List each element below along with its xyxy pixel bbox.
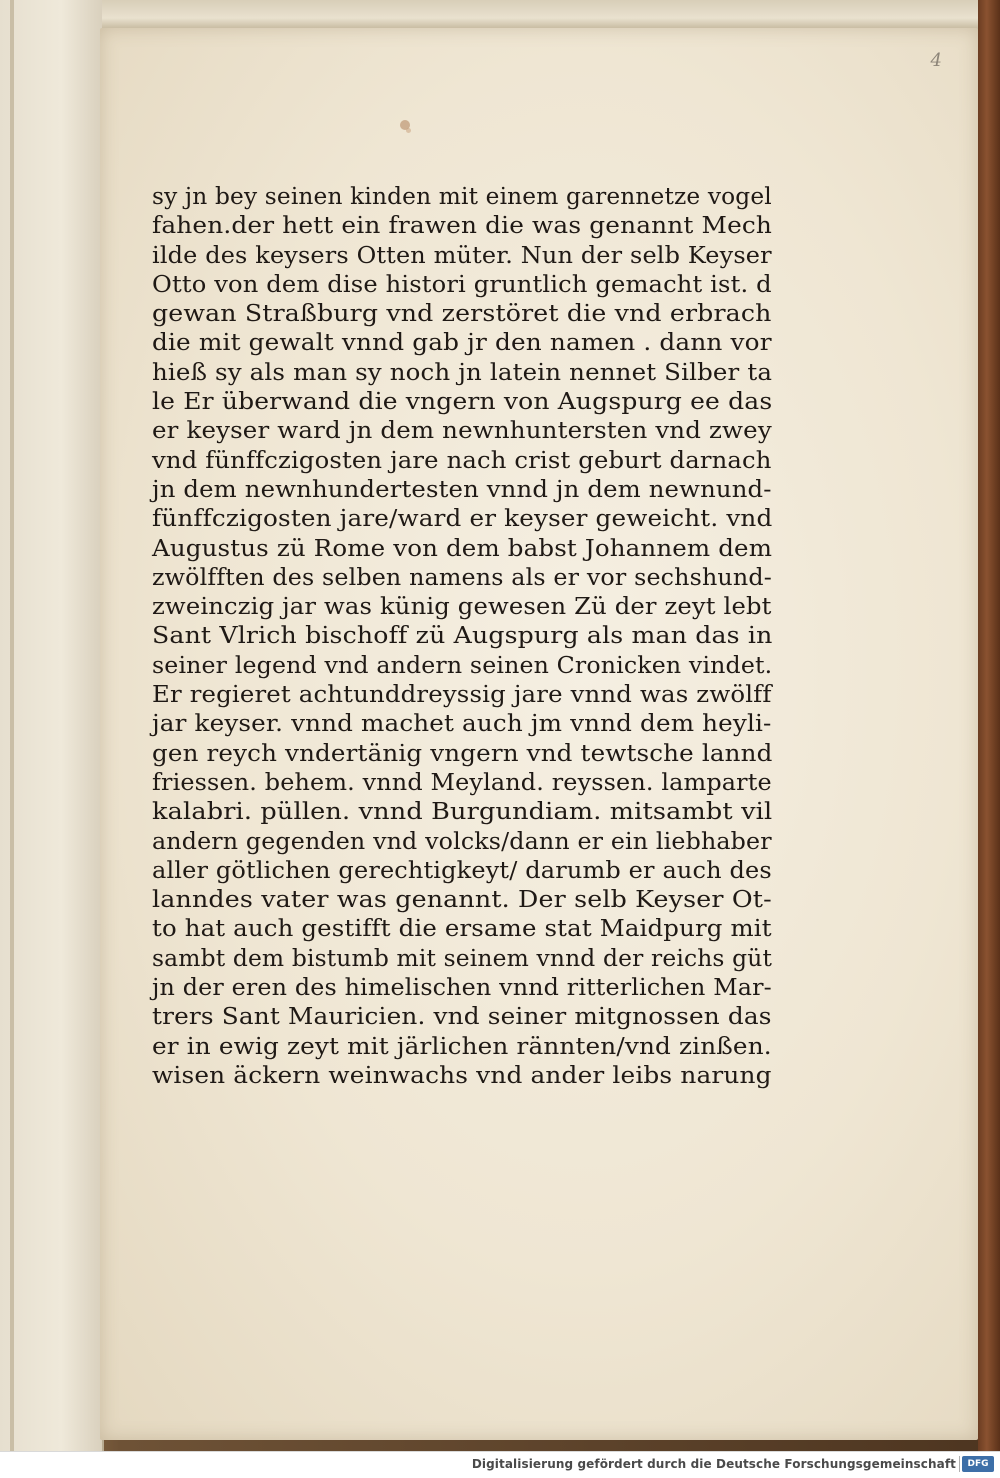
text-line: Otto von dem dise histori gruntlich gemacht ist. d [152, 269, 772, 298]
funding-credit: Digitalisierung gefördert durch die Deutsche Forschungsgemeinschaft [471, 1457, 956, 1471]
text-line: Er regieret achtunddreyssig jare vnnd was zwölff [152, 680, 772, 709]
text-line: die mit gewalt vnnd gab jr den namen . dann vor [152, 328, 772, 357]
text-line: gen reych vndertänig vngern vnd tewtsche lannd [152, 738, 773, 767]
text-line: aller götlichen gerechtigkeyt/ darumb er auch des [152, 855, 772, 884]
text-line: sy jn bey seinen kinden mit einem garennetze vogel [152, 182, 772, 210]
footer-bar [0, 1451, 1000, 1478]
text-line: trers Sant Mauricien. vnd seiner mitgnossen das [152, 1002, 772, 1031]
text-line: er in ewig zeyt mit järlichen rännten/vnd zinßen. [152, 1031, 772, 1060]
text-line: jar keyser. vnnd machet auch jm vnnd dem heyli- [152, 709, 772, 738]
text-line: le Er überwand die vngern von Augspurg ee das [152, 387, 773, 416]
text-line: jn der eren des himelischen vnnd ritterlichen Mar- [152, 973, 772, 1002]
text-line: zwölfften des selben namens als er vor sechshund- [152, 562, 772, 591]
text-line: seiner legend vnd andern seinen Cronicken vindet. [152, 650, 773, 679]
text-line: Sant Vlrich bischoff zü Augspurg als man das in [152, 621, 773, 650]
folio-number: 4 [930, 50, 942, 71]
dfg-logo: DFG [962, 1456, 994, 1472]
text-line: sambt dem bistumb mit seinem vnnd der reichs güt [152, 943, 773, 972]
text-line: jn dem newnhundertesten vnnd jn dem newnund- [152, 474, 772, 503]
text-line: gewan Straßburg vnd zerstöret die vnd erbrach [152, 299, 772, 328]
binding-strip [10, 0, 14, 1477]
text-line: ilde des keysers Otten müter. Nun der selb Keyser [152, 240, 772, 269]
ink-stain-small [406, 128, 411, 133]
text-line: kalabri. püllen. vnnd Burgundiam. mitsambt vil [152, 797, 773, 826]
text-line: fünffczigosten jare/ward er keyser geweicht. vnd [152, 504, 773, 533]
text-line: friessen. behem. vnnd Meyland. reyssen. lamparte [152, 767, 772, 796]
text-line: lanndes vater was genannt. Der selb Keyser Ot- [152, 885, 772, 914]
book-page [100, 28, 978, 1440]
blackletter-text-block [152, 182, 772, 1090]
text-line: vnd fünffczigosten jare nach crist geburt darnach [152, 445, 772, 474]
text-line: fahen.der hett ein frawen die was genannt Mech [152, 211, 773, 240]
footer-separator [959, 1456, 960, 1472]
text-line: to hat auch gestifft die ersame stat Maidpurg mit [152, 914, 772, 943]
book-cover-edge [978, 0, 1000, 1477]
text-line: andern gegenden vnd volcks/dann er ein liebhaber [152, 826, 772, 855]
text-line: Augustus zü Rome von dem babst Johannem dem [152, 533, 773, 562]
text-line: wisen äckern weinwachs vnd ander leibs narung [152, 1060, 772, 1089]
text-line: hieß sy als man sy noch jn latein nennet Silber ta [152, 357, 773, 386]
text-line: er keyser ward jn dem newnhuntersten vnd zwey [152, 416, 772, 445]
text-line: zweinczig jar was künig gewesen Zü der zeyt lebt [152, 592, 772, 621]
book-top-edge [102, 0, 1000, 30]
facing-page-edge [0, 0, 104, 1477]
